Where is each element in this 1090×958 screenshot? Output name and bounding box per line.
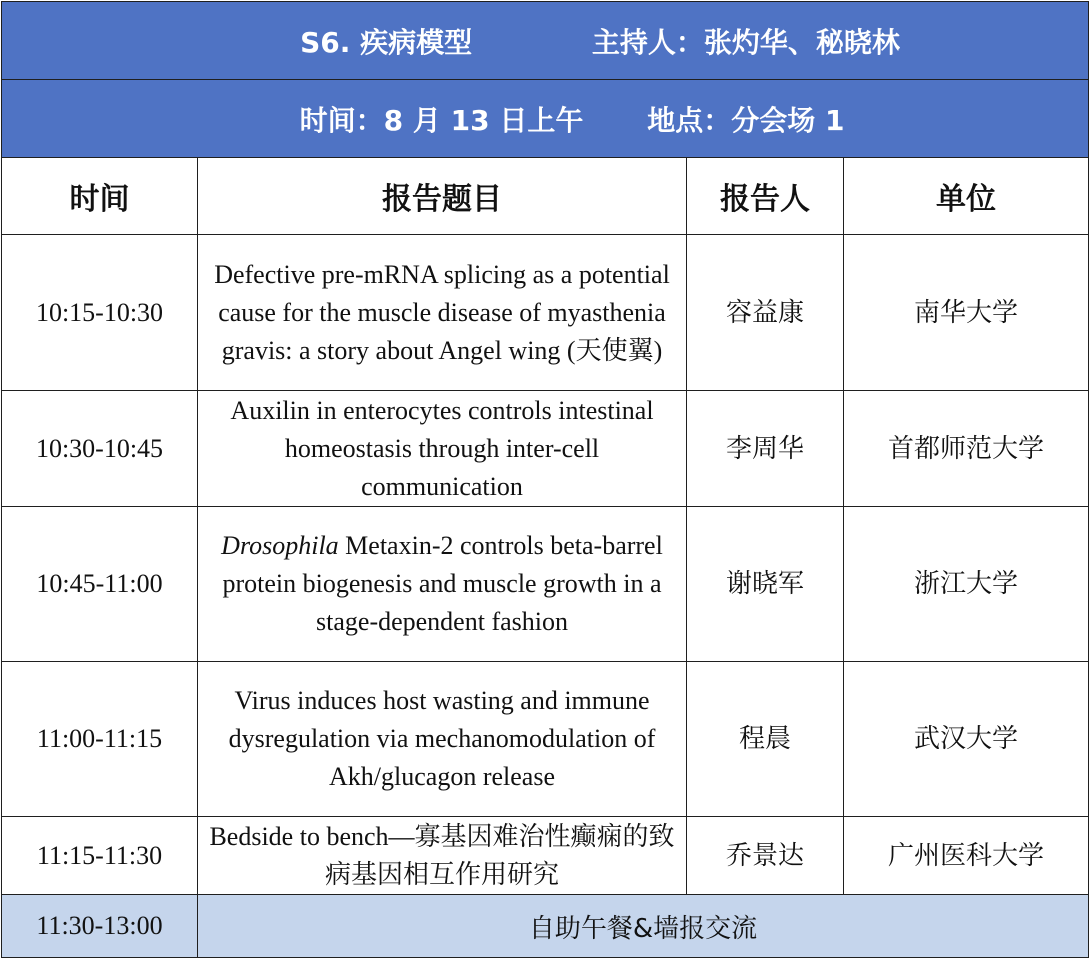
talk-speaker: 乔景达	[687, 817, 844, 895]
talk-time: 10:30-10:45	[2, 391, 198, 507]
talk-speaker: 程晨	[687, 662, 844, 817]
break-event: 自助午餐&墙报交流	[198, 895, 1089, 958]
table-row	[2, 507, 1089, 662]
session-schedule-table	[1, 1, 1089, 958]
session-hosts: 主持人：张灼华、秘晓林	[591, 25, 900, 59]
talk-time: 11:00-11:15	[2, 662, 198, 817]
talk-title: Defective pre-mRNA splicing as a potential cause for the muscle disease of myasthenia gravis: a story about Angel wing (天使翼)	[198, 235, 687, 391]
schedule-page	[1, 1, 1089, 955]
talk-speaker: 谢晓军	[687, 507, 844, 662]
talk-unit: 首都师范大学	[844, 391, 1089, 507]
talk-title: Auxilin in enterocytes controls intestinal homeostasis through inter-cell communication	[198, 391, 687, 507]
talk-title-italic: Drosophila	[221, 531, 339, 560]
session-title: S6. 疾病模型	[300, 25, 473, 59]
column-header-title: 报告题目	[198, 158, 687, 235]
table-row	[2, 817, 1089, 895]
break-time: 11:30-13:00	[2, 895, 198, 958]
column-header-speaker: 报告人	[687, 158, 844, 235]
table-row	[2, 662, 1089, 817]
talk-title: Virus induces host wasting and immune dysregulation via mechanomodulation of Akh/glucagon release	[198, 662, 687, 817]
column-header-time: 时间	[2, 158, 198, 235]
talk-speaker: 李周华	[687, 391, 844, 507]
talk-time: 10:45-11:00	[2, 507, 198, 662]
talk-unit: 广州医科大学	[844, 817, 1089, 895]
table-row	[2, 235, 1089, 391]
talk-title: Bedside to bench—寡基因难治性癫痫的致病基因相互作用研究	[198, 817, 687, 895]
session-time: 时间：8 月 13 日上午	[299, 103, 584, 137]
session-venue: 地点：分会场 1	[647, 103, 845, 137]
column-header-row	[2, 158, 1089, 235]
break-row	[2, 895, 1089, 958]
talk-unit: 南华大学	[844, 235, 1089, 391]
talk-title	[198, 507, 687, 662]
session-header-row	[2, 2, 1089, 80]
table-row	[2, 391, 1089, 507]
talk-unit: 浙江大学	[844, 507, 1089, 662]
talk-title-rest: Metaxin-2 controls beta-barrel protein biogenesis and muscle growth in a stage-dependent fashion	[222, 531, 663, 636]
talk-time: 11:15-11:30	[2, 817, 198, 895]
column-header-unit: 单位	[844, 158, 1089, 235]
talk-unit: 武汉大学	[844, 662, 1089, 817]
talk-time: 10:15-10:30	[2, 235, 198, 391]
talk-speaker: 容益康	[687, 235, 844, 391]
session-info-row	[2, 80, 1089, 158]
